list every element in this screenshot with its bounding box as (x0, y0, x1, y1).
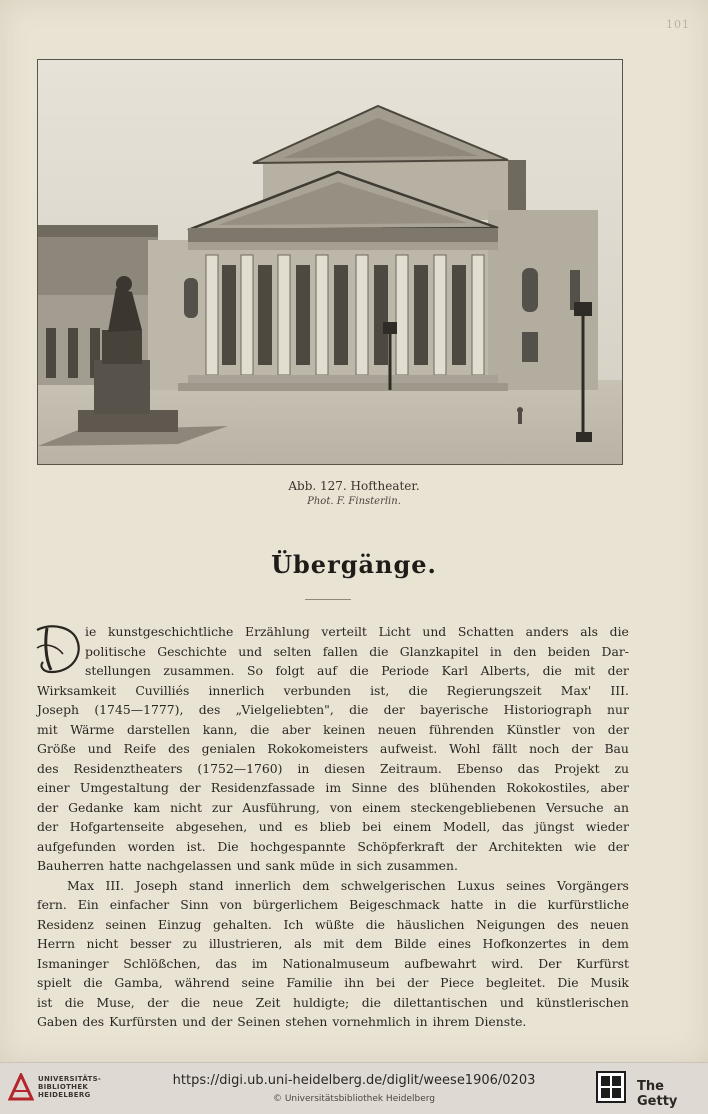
text-line (37, 973, 629, 993)
text-line (37, 778, 629, 798)
text-line (37, 954, 629, 974)
word: als (580, 624, 598, 639)
word: des (397, 780, 420, 795)
word: Nationalmuseum (282, 955, 390, 971)
word: bayerische (420, 702, 489, 717)
word: mit (323, 936, 344, 951)
word: anders (525, 624, 569, 639)
word: gehalten. (213, 916, 272, 932)
word: der (571, 741, 593, 756)
word: kann, (202, 721, 238, 737)
word: Dienste. (474, 1014, 527, 1029)
word: ist. (186, 838, 206, 854)
word: und (258, 819, 283, 834)
word: vornehmlich (332, 1014, 411, 1029)
hoftheater-illustration (38, 60, 622, 464)
word: Hofgartenseite (69, 819, 165, 834)
word: mit (574, 663, 596, 678)
text-line (37, 700, 629, 720)
word: Ismaninger (37, 955, 109, 971)
word: das (215, 955, 238, 971)
word: folgt (275, 663, 305, 678)
word: sich (356, 858, 382, 873)
word: begleitet. (485, 975, 546, 990)
word: Sinne (351, 780, 388, 795)
word: der (37, 799, 59, 815)
word: hatte (108, 858, 142, 873)
word: (1752—1760) (197, 760, 283, 776)
text-line (37, 661, 629, 681)
word: illustrieren, (208, 936, 283, 951)
word: Residenz (37, 916, 94, 932)
word: Schöpferkraft (357, 838, 445, 854)
word: der (456, 838, 478, 854)
library-name: UNIVERSITÄTS- BIBLIOTHEK HEIDELBERG (38, 1075, 102, 1099)
word: aber (281, 721, 311, 737)
word: die (349, 663, 369, 678)
text-line (37, 915, 629, 935)
word: zu (614, 760, 629, 776)
word: nicht (86, 936, 119, 951)
word: führenden (429, 721, 495, 737)
word: Residenzfassade (210, 780, 315, 795)
word: dem (355, 936, 383, 951)
word: Versuche (545, 799, 604, 815)
word: Joseph (37, 702, 80, 717)
word: aufbewahrt (404, 955, 477, 971)
section-heading: Übergänge. (271, 550, 437, 579)
word: die (517, 897, 537, 912)
word: neue (212, 994, 244, 1010)
text-line (37, 622, 629, 642)
word: Schatten (457, 624, 514, 639)
word: blieb (319, 819, 351, 834)
word: darstellen (126, 721, 191, 737)
word: Licht (378, 624, 411, 639)
word: Rokokostiles, (506, 780, 590, 795)
word: fällt (492, 741, 518, 756)
word: neuen (377, 721, 417, 737)
word: (1745—1777), (94, 702, 184, 717)
word: die (361, 994, 381, 1010)
word: Die (217, 838, 239, 854)
word: der (607, 838, 629, 854)
word: die (408, 682, 428, 698)
word: genialen (201, 741, 256, 756)
word: Luxus (457, 877, 495, 893)
word: wieder (585, 819, 629, 834)
word: im (251, 955, 268, 971)
word: diesen (324, 760, 366, 776)
word: die (609, 624, 629, 639)
word: Größe (37, 741, 76, 756)
word: Historiograph (503, 702, 592, 717)
word: Schlößchen, (123, 955, 201, 971)
word: nur (607, 702, 629, 717)
word: worden (127, 838, 175, 854)
word: So (246, 663, 263, 678)
word: Glanzkapitel (399, 643, 479, 659)
theater-photograph (37, 59, 623, 465)
word: eines (437, 936, 471, 951)
word: Gamba, (114, 975, 163, 990)
text-line (37, 1012, 629, 1032)
word: Dar- (601, 643, 629, 659)
word: Geschichte (157, 643, 227, 659)
word: der (607, 721, 629, 737)
word: „Vielgeliebten", (235, 702, 334, 717)
word: Cuvilliés (135, 682, 190, 698)
word: der (407, 975, 429, 990)
word: ist (37, 994, 53, 1010)
word: Wohl (449, 741, 481, 756)
word: fallen (322, 643, 358, 659)
word: Wärme (70, 721, 115, 737)
word: als (294, 936, 312, 951)
word: an (613, 799, 629, 815)
figure-caption: Abb. 127. Hoftheater. (288, 479, 420, 493)
word: Sinn (180, 897, 209, 912)
word: Ich (283, 916, 304, 932)
word: Gaben (37, 1014, 78, 1029)
word: bei (362, 819, 382, 834)
text-line (37, 681, 629, 701)
word: die (365, 916, 385, 932)
word: auf (316, 663, 337, 678)
word: blühenden (429, 780, 496, 795)
word: selten (273, 643, 312, 659)
word: in (489, 643, 502, 659)
word: Max (67, 877, 95, 893)
word: der (607, 663, 629, 678)
word: Projekt (554, 760, 600, 776)
word: kam (133, 799, 161, 815)
text-line (37, 895, 629, 915)
word: Musik (590, 975, 629, 990)
word: und (182, 1014, 207, 1029)
text-line (37, 720, 629, 740)
word: die (180, 994, 201, 1010)
word: die (250, 721, 270, 737)
word: Herrn (37, 936, 75, 951)
word: Beigeschmack (349, 897, 440, 912)
word: es (294, 819, 308, 834)
word: besser (129, 936, 172, 951)
word: Zeitraum. (379, 760, 442, 776)
word: stellungen (85, 663, 151, 678)
word: Die (557, 975, 579, 990)
word: von (572, 721, 596, 737)
word: kunstgeschichtliche (107, 624, 234, 639)
word: die (369, 643, 389, 659)
text-line (37, 876, 629, 896)
word: noch (529, 741, 560, 756)
word: in (415, 1014, 428, 1029)
word: wie (574, 838, 597, 854)
word: kurfürstliche (547, 897, 629, 912)
word: in (339, 858, 352, 873)
heading-rule (305, 599, 351, 600)
page-mark: 101 (666, 18, 690, 31)
word: und (499, 994, 524, 1010)
word: III. (105, 877, 125, 893)
word: des (37, 760, 59, 776)
word: Familie (286, 975, 333, 990)
word: zu (182, 936, 198, 951)
word: Muse, (96, 994, 135, 1010)
word: von (329, 799, 353, 815)
word: des (198, 702, 221, 717)
word: seinen (105, 916, 147, 932)
getty-logo-icon (596, 1071, 626, 1103)
word: Kurfürsten (109, 1014, 178, 1029)
word: von (219, 897, 243, 912)
word: und (238, 643, 263, 659)
word: spielt (37, 975, 72, 990)
photo-credit: Phot. F. Finsterlin. (307, 496, 401, 507)
word: Bauherren (37, 858, 104, 873)
word: der (37, 819, 59, 834)
word: künstlerischen (536, 994, 629, 1010)
word: die (83, 975, 103, 990)
text-line (37, 739, 629, 759)
word: Künstler (506, 721, 561, 737)
word: wüßte (314, 916, 355, 932)
word: huldigte; (292, 994, 350, 1010)
word: Joseph (135, 877, 178, 893)
text-line (37, 642, 629, 662)
word: Max' (560, 682, 592, 698)
word: politische (85, 643, 146, 659)
word: mit (37, 721, 58, 737)
word: dem (302, 877, 330, 893)
word: und (87, 741, 112, 756)
word: stand (188, 877, 224, 893)
text-line (37, 837, 629, 857)
text-line (37, 856, 629, 876)
word: aufweist. (380, 741, 438, 756)
word: einem (393, 819, 432, 834)
word: Wirksamkeit (37, 682, 117, 698)
word: ie (85, 624, 97, 639)
word: die (542, 663, 562, 678)
word: III. (610, 682, 629, 698)
text-line (37, 817, 629, 837)
word: Residenztheaters (73, 760, 183, 776)
body-text (37, 622, 629, 1032)
word: in (578, 936, 591, 951)
word: einer (37, 780, 70, 795)
word: beiden (547, 643, 591, 659)
word: Periode (381, 663, 430, 678)
document-url[interactable]: https://digi.ub.uni-heidelberg.de/diglit/weese1906/0203 (172, 1073, 536, 1088)
word: in (297, 760, 310, 776)
word: bei (376, 975, 396, 990)
word: ihn (344, 975, 365, 990)
partner-name: The Getty (637, 1079, 678, 1109)
word: innerlich (234, 877, 292, 893)
word: den (513, 643, 537, 659)
word: neuen (590, 916, 629, 932)
word: Regierungszeit (446, 682, 542, 698)
word: Bau (604, 741, 629, 756)
word: einfacher (109, 897, 170, 912)
word: keinen (323, 721, 366, 737)
word: Piece (440, 975, 475, 990)
word: fern. (37, 897, 67, 912)
word: der (147, 994, 169, 1010)
word: abgesehen, (175, 819, 248, 834)
word: Kurfürst (576, 955, 629, 971)
word: innerlich (208, 682, 265, 698)
word: Reife (123, 741, 157, 756)
word: der (179, 780, 201, 795)
word: nicht (170, 799, 202, 815)
word: bürgerlichem (253, 897, 339, 912)
word: dilettantischen (393, 994, 488, 1010)
word: dem (601, 936, 629, 951)
word: Bilde (394, 936, 427, 951)
word: seines (506, 877, 546, 893)
word: des (557, 916, 579, 932)
word: und (236, 858, 261, 873)
word: Einzug (157, 916, 202, 932)
copyright-notice: © Universitätsbibliothek Heidelberg (272, 1094, 435, 1104)
word: Ebenso (456, 760, 503, 776)
word: verbunden (283, 682, 351, 698)
word: Karl (441, 663, 469, 678)
word: Vorgängers (556, 877, 629, 893)
word: die (64, 994, 84, 1010)
word: Neigungen (476, 916, 546, 932)
word: zur (211, 799, 233, 815)
word: verteilt (321, 624, 367, 639)
word: wird. (491, 955, 524, 971)
word: Umgestaltung (79, 780, 169, 795)
word: ist, (370, 682, 390, 698)
word: müde (299, 858, 335, 873)
word: Rokokomeisters (267, 741, 369, 756)
word: Seinen (237, 1014, 281, 1029)
footer-bar (0, 1062, 708, 1114)
word: nachgelassen (146, 858, 232, 873)
word: die (349, 702, 369, 717)
word: Architekten (488, 838, 563, 854)
word: der (211, 1014, 233, 1029)
word: aufgefunden (37, 838, 117, 854)
word: Hofkonzertes (482, 936, 567, 951)
word: in (494, 897, 507, 912)
word: sank (265, 858, 295, 873)
word: das (501, 819, 524, 834)
word: zusammen. (163, 663, 235, 678)
word: hatte (450, 897, 484, 912)
word: steckengebliebenen (410, 799, 536, 815)
word: einem (362, 799, 401, 815)
word: zusammen. (386, 858, 458, 873)
word: aber (600, 780, 629, 795)
word: jüngst (535, 819, 575, 834)
text-line (37, 798, 629, 818)
text-line (37, 759, 629, 779)
word: Modell, (443, 819, 491, 834)
word: Gedanke (68, 799, 124, 815)
word: das (517, 760, 540, 776)
word: seine (241, 975, 275, 990)
word: Ausführung, (242, 799, 320, 815)
word: ihrem (432, 1014, 470, 1029)
word: schwelgerischen (340, 877, 446, 893)
word: stehen (285, 1014, 328, 1029)
word: Alberts, (480, 663, 531, 678)
word: des (168, 741, 190, 756)
word: hochgespannte (250, 838, 346, 854)
word: im (325, 780, 342, 795)
word: Erzählung (245, 624, 310, 639)
text-line (37, 993, 629, 1013)
word: Zeit (255, 994, 281, 1010)
word: des (82, 1014, 105, 1029)
word: häuslichen (396, 916, 465, 932)
word: Der (538, 955, 562, 971)
word: während (174, 975, 230, 990)
word: der (383, 702, 405, 717)
word: und (422, 624, 447, 639)
text-line (37, 934, 629, 954)
word: Ein (77, 897, 99, 912)
